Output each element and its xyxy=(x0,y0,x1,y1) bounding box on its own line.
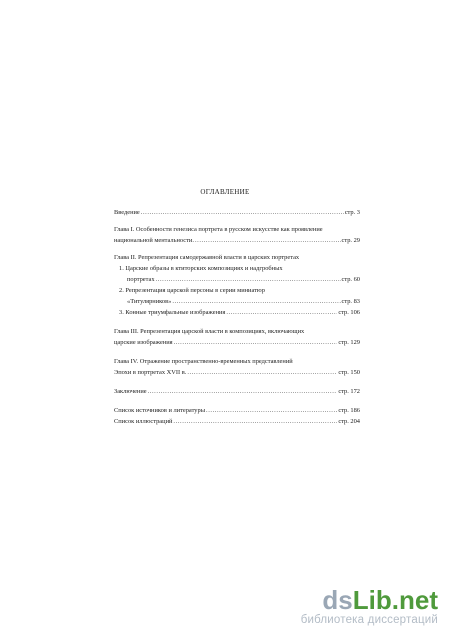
toc-page-number: стр. 3 xyxy=(344,209,360,216)
toc-entry-title: портретах xyxy=(127,276,155,283)
site-logo: dsLib.net xyxy=(322,585,438,615)
dot-leader xyxy=(173,416,337,427)
toc-page-number: стр. 29 xyxy=(341,237,360,244)
toc-page-number: стр. 150 xyxy=(338,369,360,376)
dot-leader xyxy=(148,386,338,397)
toc-entry-illustrations xyxy=(114,416,360,427)
dot-leader xyxy=(141,207,344,218)
toc-entry-section-2-1 xyxy=(114,274,360,285)
toc-page-number: стр. 106 xyxy=(338,309,360,316)
page-title: ОГЛАВЛЕНИЕ xyxy=(200,188,250,196)
toc-entry-intro xyxy=(114,207,360,218)
table-of-contents xyxy=(114,207,360,427)
dot-leader xyxy=(172,296,340,307)
toc-entry-chapter-4 xyxy=(114,367,360,378)
toc-entry-title: Заключение xyxy=(114,388,147,395)
toc-entry-title: царские изображения xyxy=(114,339,173,346)
toc-page-number: стр. 129 xyxy=(338,339,360,346)
toc-chapter-2-title: Глава II. Репрезентация самодержавной власти в царских портретах xyxy=(114,254,300,261)
toc-section-2-2-title: 2. Репрезентация царской персоны в серии миниатюр xyxy=(119,287,265,294)
watermark xyxy=(301,587,438,626)
dot-leader xyxy=(174,337,338,348)
toc-page-number: стр. 204 xyxy=(338,418,360,425)
toc-section-2-1-title: 1. Царские образы в ктиторских композициях и надгробных xyxy=(119,265,283,272)
toc-entry-title: Список источников и литературы xyxy=(114,407,205,414)
toc-entry-section-2-2 xyxy=(114,296,360,307)
dot-leader xyxy=(156,274,341,285)
toc-entry-title: 3. Конные триумфальные изображения xyxy=(119,309,226,316)
toc-entry-title: национальной ментальности. xyxy=(114,237,194,244)
toc-entry-chapter-3 xyxy=(114,337,360,348)
site-tagline: библиотека диссертаций xyxy=(300,614,438,626)
toc-entry-title: «Титулярников» xyxy=(127,298,172,305)
toc-page-number: стр. 60 xyxy=(341,276,360,283)
toc-entry-chapter-1 xyxy=(114,235,360,246)
toc-entry-title: Список иллюстраций xyxy=(114,418,173,425)
toc-entry-title: Введение xyxy=(114,209,140,216)
toc-entry-title: Эпохи в портретах XVII в. xyxy=(114,369,187,376)
dot-leader xyxy=(206,405,337,416)
toc-chapter-3-title: Глава III. Репрезентация царской власти в композициях, включающих xyxy=(114,328,305,335)
toc-chapter-1-title: Глава I. Особенности генезиса портрета в русском искусстве как проявление xyxy=(114,226,323,233)
toc-entry-conclusion xyxy=(114,386,360,397)
toc-chapter-4-title: Глава IV. Отражение пространственно-временных представлений xyxy=(114,358,293,365)
dot-leader xyxy=(195,235,341,246)
dot-leader xyxy=(187,367,337,378)
toc-page-number: стр. 186 xyxy=(338,407,360,414)
toc-page-number: стр. 83 xyxy=(341,298,360,305)
toc-entry-sources xyxy=(114,405,360,416)
toc-page-number: стр. 172 xyxy=(338,388,360,395)
dot-leader xyxy=(226,307,337,318)
toc-entry-section-2-3 xyxy=(114,307,360,318)
